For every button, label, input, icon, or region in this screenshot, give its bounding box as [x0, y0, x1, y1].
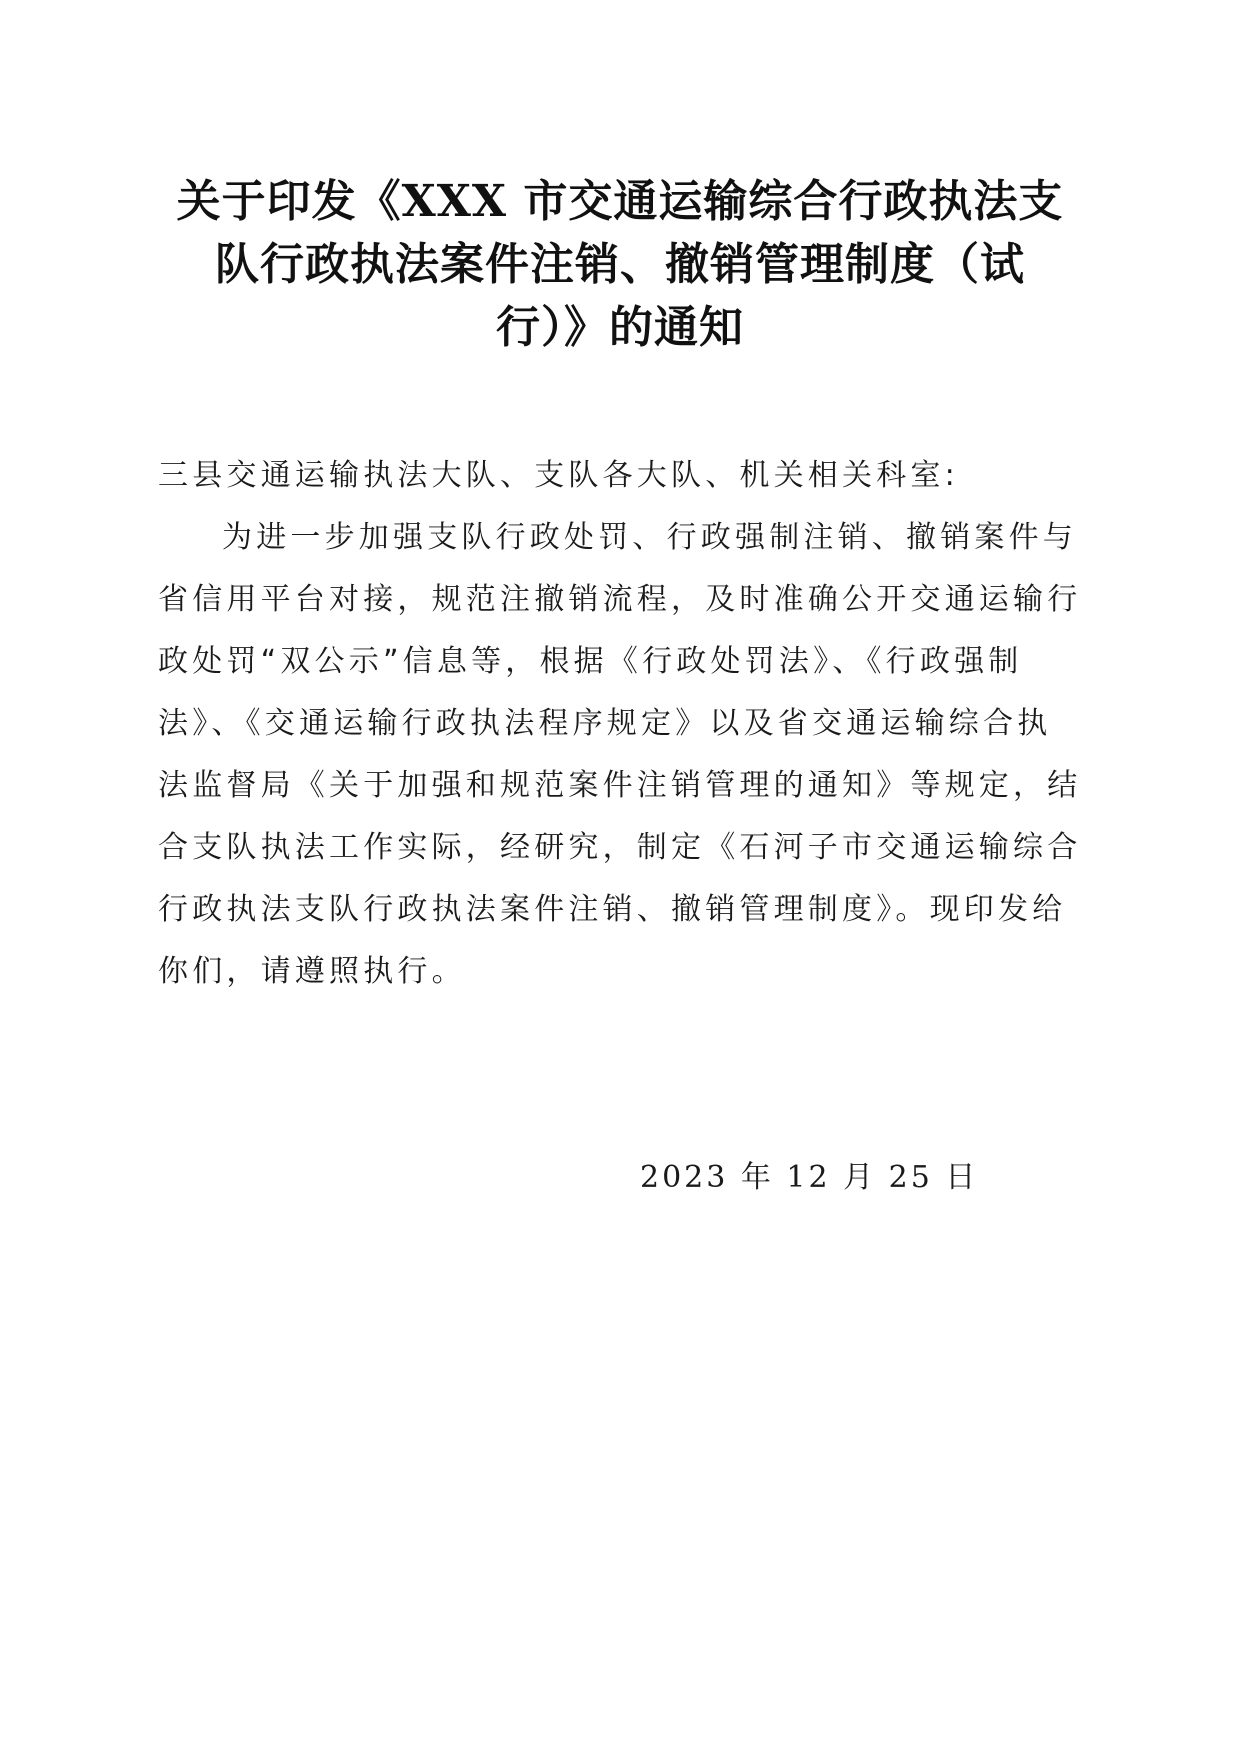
title-line-1: 关于印发《XXX 市交通运输综合行政执法支	[176, 176, 1064, 227]
body-line-1: 为进一步加强支队行政处罚、行政强制注销、撤销案件与	[222, 520, 1077, 555]
document-date: 2023 年 12 月 25 日	[640, 1160, 979, 1195]
title-line-2: 队行政执法案件注销、撤销管理制度（试	[215, 239, 1025, 290]
body-line-7: 行政执法支队行政执法案件注销、撤销管理制度》。现印发给	[158, 892, 1067, 927]
body-line-6: 合支队执法工作实际，经研究，制定《石河子市交通运输综合	[158, 830, 1082, 865]
body-line-2: 省信用平台对接，规范注撤销流程，及时准确公开交通运输行	[158, 582, 1082, 617]
document-body	[158, 445, 1082, 1003]
body-line-4: 法》、《交通运输行政执法程序规定》以及省交通运输综合执	[158, 706, 1052, 741]
document-title	[150, 170, 1090, 359]
title-line-3: 行）》的通知	[496, 302, 744, 353]
body-line-8: 你们，请遵照执行。	[158, 954, 466, 989]
body-line-3: 政处罚“双公示”信息等，根据《行政处罚法》、《行政强制	[158, 644, 1023, 679]
body-line-5: 法监督局《关于加强和规范案件注销管理的通知》等规定，结	[158, 768, 1082, 803]
addressee: 三县交通运输执法大队、支队各大队、机关相关科室:	[158, 458, 959, 493]
